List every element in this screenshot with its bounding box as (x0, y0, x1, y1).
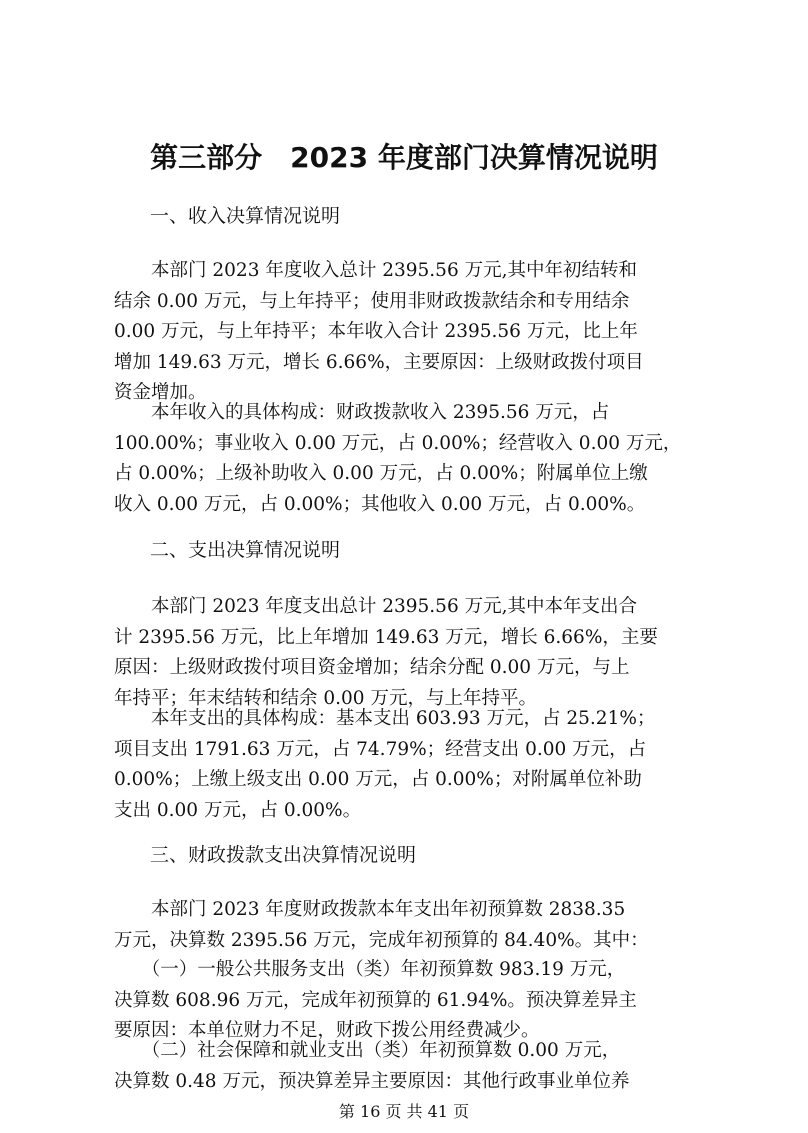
text-line: 本部门 2023 年度支出总计 2395.56 万元,其中本年支出合 (114, 596, 637, 617)
text-line: 本部门 2023 年度收入总计 2395.56 万元,其中年初结转和 (114, 260, 637, 281)
text-line: 本年支出的具体构成：基本支出 603.93 万元，占 25.21%； (114, 708, 656, 729)
text-line: 资金增加。 (114, 382, 207, 403)
text-line: （二）社会保障和就业支出（类）年初预算数 0.00 万元， (114, 1040, 621, 1061)
text-line: 本年收入的具体构成：财政拨款收入 2395.56 万元，占 (114, 402, 610, 423)
paragraph-fiscal-overview (114, 895, 694, 956)
page-title: 第三部分 2023 年度部门决算情况说明 (150, 141, 658, 174)
text-line: 原因：上级财政拨付项目资金增加；结余分配 0.00 万元，与上 (114, 657, 630, 678)
text-line: 100.00%；事业收入 0.00 万元，占 0.00%；经营收入 0.00 万元， (114, 432, 682, 454)
paragraph-social-security (114, 1036, 694, 1097)
text-line: 决算数 0.48 万元，预决算差异主要原因：其他行政事业单位养 (114, 1070, 630, 1092)
text-line: 支出 0.00 万元，占 0.00%。 (114, 799, 362, 821)
paragraph-income-composition (114, 398, 694, 520)
text-line: 要原因：本单位财力不足，财政下拨公用经费减少。 (114, 1020, 540, 1041)
paragraph-expenditure-total (114, 592, 694, 714)
text-line: 结余 0.00 万元，与上年持平；使用非财政拨款结余和专用结余 (114, 290, 630, 312)
text-line: 决算数 608.96 万元，完成年初预算的 61.94%。预决算差异主 (114, 989, 637, 1011)
text-line: 0.00%；上缴上级支出 0.00 万元，占 0.00%；对附属单位补助 (114, 769, 642, 790)
paragraph-expenditure-composition (114, 704, 694, 826)
text-line: 收入 0.00 万元，占 0.00%；其他收入 0.00 万元，占 0.00%。 (114, 493, 646, 515)
text-line: 万元，决算数 2395.56 万元，完成年初预算的 84.40%。其中： (114, 929, 649, 951)
section-heading-income: 一、收入决算情况说明 (150, 205, 341, 227)
text-line: 计 2395.56 万元，比上年增加 149.63 万元，增长 6.66%，主要 (114, 626, 658, 648)
section-heading-fiscal-expenditure: 三、财政拨款支出决算情况说明 (150, 844, 417, 866)
text-line: （一）一般公共服务支出（类）年初预算数 983.19 万元， (114, 959, 626, 980)
text-line: 本部门 2023 年度财政拨款本年支出年初预算数 2838.35 (114, 899, 626, 920)
paragraph-general-public-services (114, 955, 694, 1047)
page-footer: 第 16 页 共 41 页 (338, 1102, 470, 1121)
text-line: 占 0.00%；上级补助收入 0.00 万元，占 0.00%；附属单位上缴 (114, 463, 648, 484)
section-heading-expenditure: 二、支出决算情况说明 (150, 539, 341, 561)
paragraph-income-total (114, 256, 694, 409)
text-line: 年持平；年末结转和结余 0.00 万元，与上年持平。 (114, 687, 537, 709)
text-line: 项目支出 1791.63 万元，占 74.79%；经营支出 0.00 万元，占 (114, 738, 647, 760)
text-line: 0.00 万元，与上年持平；本年收入合计 2395.56 万元，比上年 (114, 321, 638, 342)
text-line: 增加 149.63 万元，增长 6.66%，主要原因：上级财政拨付项目 (114, 351, 644, 373)
